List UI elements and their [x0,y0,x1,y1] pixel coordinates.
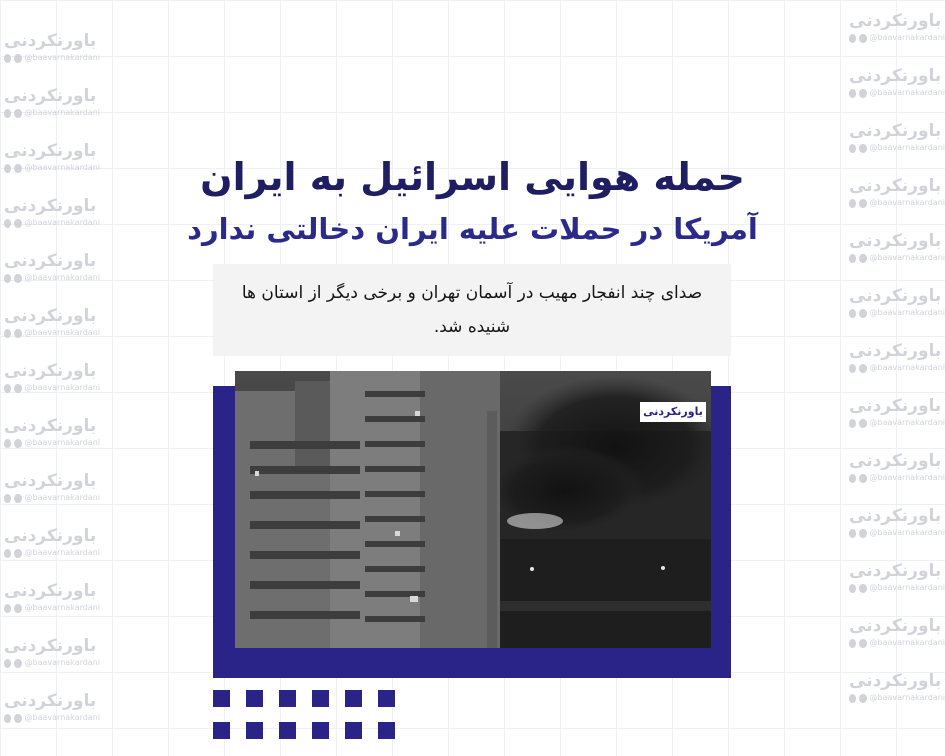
decorative-dot-grid [213,690,403,740]
watermark-logo: باورنکردنی [4,306,97,326]
watermark [4,525,100,569]
telegram-icon [14,659,21,668]
telegram-icon [859,364,866,373]
watermark-handle: @baavarnakardani [24,713,100,722]
instagram-icon [849,474,856,483]
telegram-icon [859,89,866,98]
watermark-logo: باورنکردنی [849,66,942,86]
watermark [849,65,945,109]
telegram-icon [859,309,866,318]
watermark-handle: @baavarnakardani [24,548,100,557]
decor-square [279,690,296,707]
instagram-icon [4,659,11,668]
watermark-logo: باورنکردنی [849,341,942,361]
telegram-icon [14,219,21,228]
instagram-icon [849,529,856,538]
watermark [849,175,945,219]
decor-square [378,722,395,739]
decor-square [246,722,263,739]
watermark-handle: @baavarnakardani [869,638,945,647]
watermark-handle: @baavarnakardani [24,493,100,502]
watermark-logo: باورنکردنی [849,11,942,31]
watermark [849,285,945,329]
decor-square [345,690,362,707]
watermark-handle: @baavarnakardani [869,418,945,427]
watermark-handle: @baavarnakardani [24,438,100,447]
watermark [4,580,100,624]
decor-square [312,722,329,739]
instagram-icon [4,439,11,448]
watermark-handle: @baavarnakardani [869,583,945,592]
watermark-handle: @baavarnakardani [869,33,945,42]
watermark [4,415,100,459]
watermark [849,450,945,494]
watermark-logo: باورنکردنی [849,451,942,471]
instagram-icon [849,254,856,263]
watermark [849,560,945,604]
telegram-icon [859,419,866,428]
watermark-handle: @baavarnakardani [24,273,100,282]
decor-square [345,722,362,739]
decor-square [213,690,230,707]
watermark-logo: باورنکردنی [849,561,942,581]
instagram-icon [4,164,11,173]
watermark [849,615,945,659]
telegram-icon [14,164,21,173]
watermark-handle: @baavarnakardani [24,108,100,117]
telegram-icon [14,549,21,558]
watermark-handle: @baavarnakardani [24,328,100,337]
telegram-icon [14,329,21,338]
subheadline: آمریکا در حملات علیه ایران دخالتی ندارد [187,212,758,246]
instagram-icon [849,639,856,648]
instagram-icon [849,419,856,428]
watermark-handle: @baavarnakardani [869,693,945,702]
watermark [4,85,100,129]
watermark-logo: باورنکردنی [4,86,97,106]
telegram-icon [859,144,866,153]
telegram-icon [859,529,866,538]
decor-square [279,722,296,739]
instagram-icon [4,549,11,558]
watermark [4,140,100,184]
watermark-handle: @baavarnakardani [869,528,945,537]
telegram-icon [859,584,866,593]
instagram-icon [849,309,856,318]
instagram-icon [849,89,856,98]
watermark-logo: باورنکردنی [849,176,942,196]
watermark-logo: باورنکردنی [4,416,97,436]
watermark [849,670,945,714]
instagram-icon [849,694,856,703]
watermark [4,305,100,349]
watermark [849,505,945,549]
telegram-icon [859,639,866,648]
instagram-icon [4,714,11,723]
watermark-logo: باورنکردنی [4,636,97,656]
telegram-icon [14,109,21,118]
telegram-icon [14,604,21,613]
watermark-logo: باورنکردنی [4,526,97,546]
instagram-icon [849,144,856,153]
instagram-icon [4,329,11,338]
watermark-handle: @baavarnakardani [24,603,100,612]
watermark [4,195,100,239]
watermark-logo: باورنکردنی [4,361,97,381]
watermark-logo: باورنکردنی [849,616,942,636]
watermark-handle: @baavarnakardani [24,658,100,667]
instagram-icon [849,364,856,373]
watermark [4,30,100,74]
instagram-icon [4,604,11,613]
watermark-handle: @baavarnakardani [869,143,945,152]
watermark-logo: باورنکردنی [4,31,97,51]
watermark [4,470,100,514]
watermark [849,230,945,274]
watermark [849,10,945,54]
watermark [4,360,100,404]
watermark [4,250,100,294]
watermark-logo: باورنکردنی [849,231,942,251]
instagram-icon [4,219,11,228]
watermark-logo: باورنکردنی [849,506,942,526]
lead-text: صدای چند انفجار مهیب در آسمان تهران و برخی دیگر از استان ها شنیده شد. [241,283,703,337]
telegram-icon [14,439,21,448]
telegram-icon [14,384,21,393]
instagram-icon [4,384,11,393]
watermark-handle: @baavarnakardani [24,163,100,172]
watermark-handle: @baavarnakardani [24,218,100,227]
watermark-logo: باورنکردنی [4,141,97,161]
watermark-handle: @baavarnakardani [869,473,945,482]
telegram-icon [14,714,21,723]
watermark-logo: باورنکردنی [849,671,942,691]
watermark [849,120,945,164]
decor-square [378,690,395,707]
instagram-icon [4,494,11,503]
instagram-icon [849,199,856,208]
watermark-logo: باورنکردنی [849,286,942,306]
telegram-icon [859,254,866,263]
telegram-icon [14,54,21,63]
watermark-handle: @baavarnakardani [24,53,100,62]
watermark-logo: باورنکردنی [849,121,942,141]
instagram-icon [849,584,856,593]
telegram-icon [14,494,21,503]
telegram-icon [859,694,866,703]
watermark [4,690,100,734]
watermark-handle: @baavarnakardani [869,363,945,372]
telegram-icon [14,274,21,283]
watermark-handle: @baavarnakardani [869,308,945,317]
instagram-icon [849,34,856,43]
watermark-logo: باورنکردنی [4,691,97,711]
instagram-icon [4,274,11,283]
watermark [849,395,945,439]
watermark-logo: باورنکردنی [4,196,97,216]
headline: حمله هوایی اسرائیل به ایران [200,155,745,199]
watermark-handle: @baavarnakardani [869,88,945,97]
watermark-logo: باورنکردنی [4,581,97,601]
watermark-logo: باورنکردنی [4,471,97,491]
watermark-handle: @baavarnakardani [24,383,100,392]
telegram-icon [859,474,866,483]
decor-square [312,690,329,707]
watermark-logo: باورنکردنی [849,396,942,416]
telegram-icon [859,34,866,43]
instagram-icon [4,54,11,63]
telegram-icon [859,199,866,208]
decor-square [213,722,230,739]
photo-logo: باورنکردنی [640,402,706,422]
decor-square [246,690,263,707]
watermark-logo: باورنکردنی [4,251,97,271]
watermark-handle: @baavarnakardani [869,253,945,262]
watermark [4,635,100,679]
watermark [849,340,945,384]
instagram-icon [4,109,11,118]
watermark-handle: @baavarnakardani [869,198,945,207]
